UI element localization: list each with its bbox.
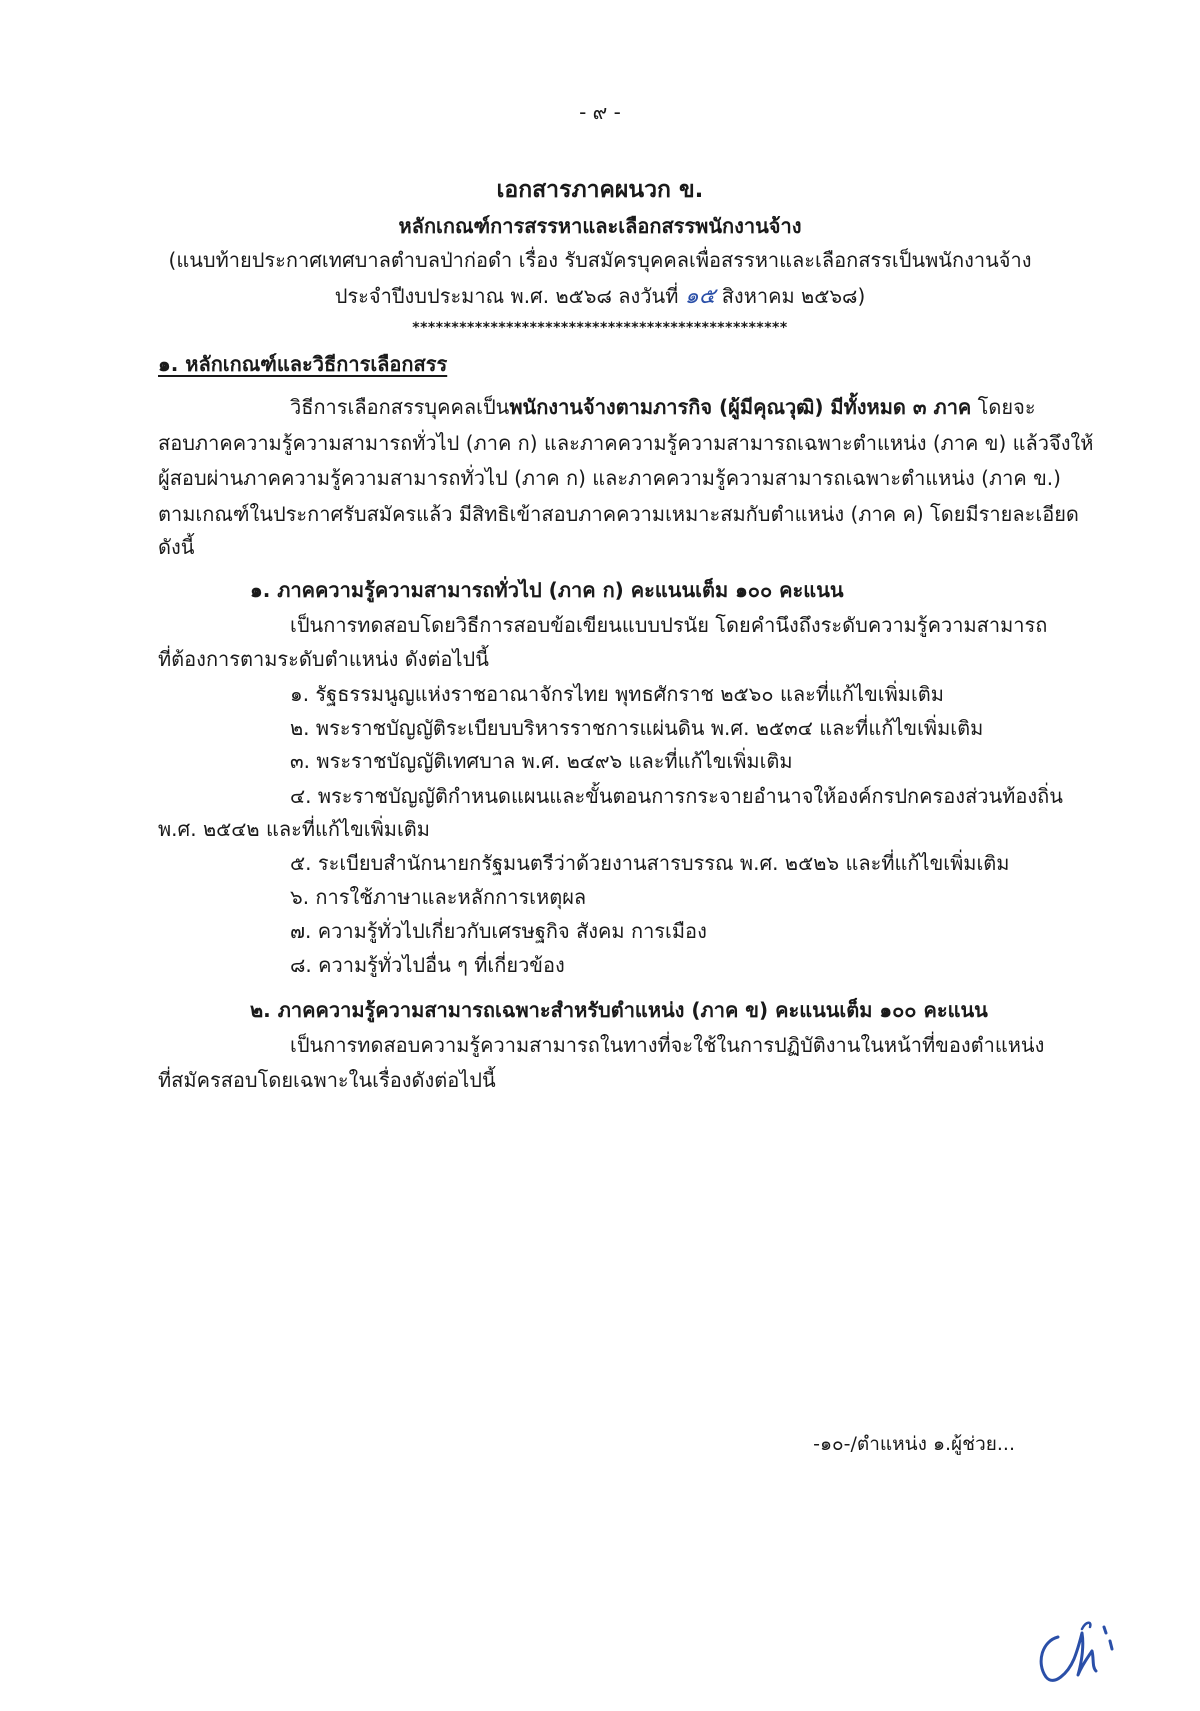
- handwritten-day: ๑๕: [684, 284, 716, 309]
- section1-intro-text-1: วิธีการเลือกสรรบุคคลเป็น: [290, 395, 510, 419]
- handwritten-signature: [1030, 1615, 1120, 1695]
- part-b-desc-line1: เป็นการทดสอบความรู้ความสามารถในทางที่จะใช้ในการปฏิบัติงานในหน้าที่ของตำแหน่ง: [290, 1033, 1045, 1057]
- section1-para-line4: ตามเกณฑ์ในประกาศรับสมัครแล้ว มีสิทธิเข้าสอบภาคความเหมาะสมกับตำแหน่ง (ภาค ค) โดยมีรายละเอียด: [158, 502, 1079, 526]
- section1-para-line5: ดังนี้: [158, 535, 195, 559]
- document-subtitle: หลักเกณฑ์การสรรหาและเลือกสรรพนักงานจ้าง: [398, 214, 802, 238]
- document-title: เอกสารภาคผนวก ข.: [496, 177, 704, 203]
- annex-note-line1: (แนบท้ายประกาศเทศบาลตำบลป่าก่อดำ เรื่อง รับสมัครบุคคลเพื่อสรรหาและเลือกสรรเป็นพนักงานจ้าง: [168, 248, 1032, 272]
- part-a-item-1: ๑. รัฐธรรมนูญแห่งราชอาณาจักรไทย พุทธศักราช ๒๕๖๐ และที่แก้ไขเพิ่มเติม: [290, 682, 944, 706]
- part-a-desc-line1: เป็นการทดสอบโดยวิธีการสอบข้อเขียนแบบปรนัย โดยคำนึงถึงระดับความรู้ความสามารถ: [290, 613, 1048, 637]
- section1-intro: [290, 393, 1036, 421]
- section1-para-line2: สอบภาคความรู้ความสามารถทั่วไป (ภาค ก) และภาคความรู้ความสามารถเฉพาะตำแหน่ง (ภาค ข) แล้วจึงให้: [158, 431, 1094, 455]
- annex-note-date-prefix: ประจำปีงบประมาณ พ.ศ. ๒๕๖๘ ลงวันที่: [334, 284, 679, 308]
- part-a-item-5: ๕. ระเบียบสำนักนายกรัฐมนตรีว่าด้วยงานสารบรรณ พ.ศ. ๒๕๒๖ และที่แก้ไขเพิ่มเติม: [290, 851, 1010, 875]
- part-a-item-7: ๗. ความรู้ทั่วไปเกี่ยวกับเศรษฐกิจ สังคม การเมือง: [290, 919, 707, 943]
- part-b-heading: ๒. ภาคความรู้ความสามารถเฉพาะสำหรับตำแหน่ง (ภาค ข) คะแนนเต็ม ๑๐๐ คะแนน: [250, 998, 988, 1022]
- part-a-heading: ๑. ภาคความรู้ความสามารถทั่วไป (ภาค ก) คะแนนเต็ม ๑๐๐ คะแนน: [250, 578, 844, 602]
- part-a-item-4-continuation: พ.ศ. ๒๕๔๒ และที่แก้ไขเพิ่มเติม: [158, 817, 430, 841]
- part-a-item-4: ๔. พระราชบัญญัติกำหนดแผนและขั้นตอนการกระจายอำนาจให้องค์กรปกครองส่วนท้องถิ่น: [290, 784, 1063, 808]
- annex-note-date-suffix: สิงหาคม ๒๕๖๘): [721, 284, 866, 308]
- annex-note-line2: [0, 282, 1200, 311]
- part-a-item-6: ๖. การใช้ภาษาและหลักการเหตุผล: [290, 885, 587, 909]
- part-a-item-2: ๒. พระราชบัญญัติระเบียบบริหารราชการแผ่นดิน พ.ศ. ๒๕๓๔ และที่แก้ไขเพิ่มเติม: [290, 716, 984, 740]
- part-a-item-3: ๓. พระราชบัญญัติเทศบาล พ.ศ. ๒๔๙๖ และที่แก้ไขเพิ่มเติม: [290, 749, 793, 773]
- section1-heading: ๑. หลักเกณฑ์และวิธีการเลือกสรร: [158, 352, 448, 376]
- section1-para-line3: ผู้สอบผ่านภาคความรู้ความสามารถทั่วไป (ภาค ก) และภาคความรู้ความสามารถเฉพาะตำแหน่ง (ภาค ข.): [158, 466, 1061, 490]
- section1-intro-text-2: โดยจะ: [971, 395, 1036, 419]
- part-a-item-8: ๘. ความรู้ทั่วไปอื่น ๆ ที่เกี่ยวข้อง: [290, 953, 565, 977]
- part-a-desc-line2: ที่ต้องการตามระดับตำแหน่ง ดังต่อไปนี้: [158, 647, 489, 671]
- separator-line: ************************************************: [412, 320, 788, 336]
- page-number: - ๙ -: [579, 100, 621, 124]
- section1-intro-bold: พนักงานจ้างตามภารกิจ (ผู้มีคุณวุฒิ) มีทั้งหมด ๓ ภาค: [509, 395, 972, 419]
- part-b-desc-line2: ที่สมัครสอบโดยเฉพาะในเรื่องดังต่อไปนี้: [158, 1068, 496, 1092]
- continuation-note: -๑๐-/ตำแหน่ง ๑.ผู้ช่วย...: [813, 1433, 1015, 1455]
